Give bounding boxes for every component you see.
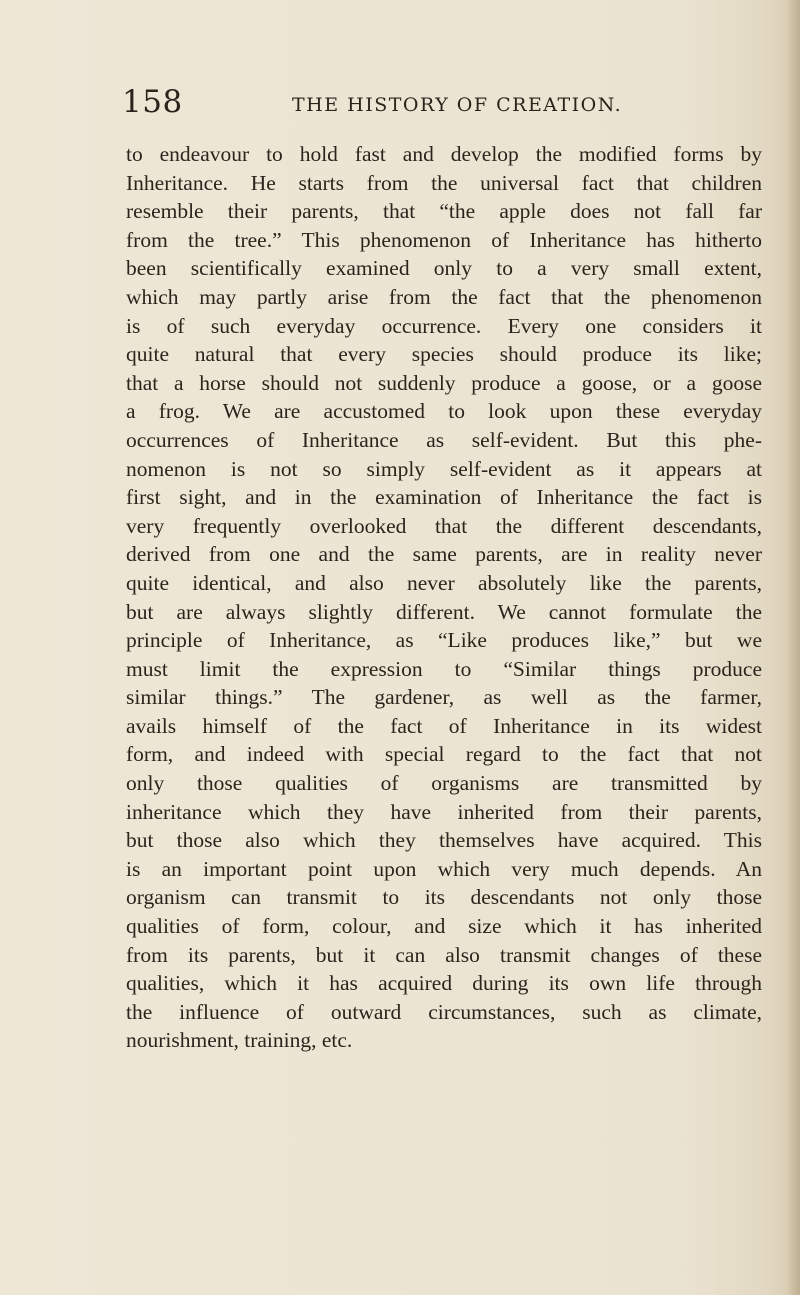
text-line: inheritance which they have inherited from their parents, [126, 799, 762, 824]
text-line: qualities of form, colour, and size which it has inherited [126, 914, 762, 939]
text-line: a frog. We are accustomed to look upon these everyday [126, 399, 762, 424]
running-head-title: THE HISTORY OF CREATION. [292, 94, 623, 116]
text-line-last: nourishment, training, etc. [126, 1028, 353, 1053]
text-line: must limit the expression to “Similar things produce [126, 656, 762, 681]
text-line: from the tree.” This phenomenon of Inheritance has hitherto [126, 227, 762, 252]
text-line: but are always slightly different. We cannot formulate the [126, 599, 762, 624]
text-line: organism can transmit to its descendants not only those [126, 885, 762, 910]
page-edge-shadow [786, 0, 800, 1295]
page-number: 158 [122, 84, 183, 120]
text-line: quite identical, and also never absolutely like the parents, [126, 570, 762, 595]
text-line: Inheritance. He starts from the universal fact that children [126, 170, 762, 195]
text-line: from its parents, but it can also transmit changes of these [126, 942, 762, 967]
text-line: very frequently overlooked that the different descendants, [126, 513, 762, 538]
text-line: is of such everyday occurrence. Every one considers it [126, 313, 762, 338]
text-line: similar things.” The gardener, as well as the farmer, [126, 685, 762, 710]
text-line: that a horse should not suddenly produce a goose, or a goose [126, 370, 762, 395]
body-paragraph [126, 140, 762, 1055]
text-line: the influence of outward circumstances, such as climate, [126, 999, 762, 1024]
text-line: but those also which they themselves have acquired. This [126, 828, 762, 853]
text-line: form, and indeed with special regard to the fact that not [126, 742, 762, 767]
text-line: nomenon is not so simply self-evident as it appears at [126, 456, 762, 481]
text-line: to endeavour to hold fast and develop the modified forms by [126, 142, 762, 166]
text-line: resemble their parents, that “the apple does not fall far [126, 199, 762, 224]
text-line: principle of Inheritance, as “Like produces like,” but we [126, 628, 762, 653]
text-line: first sight, and in the examination of Inheritance the fact is [126, 485, 762, 510]
text-line: derived from one and the same parents, are in reality never [126, 542, 762, 567]
text-line: is an important point upon which very much depends. An [126, 856, 762, 881]
text-line: which may partly arise from the fact that the phenomenon [126, 284, 762, 309]
text-line: qualities, which it has acquired during its own life through [126, 971, 762, 996]
text-line: avails himself of the fact of Inheritance in its widest [126, 713, 762, 738]
text-line: only those qualities of organisms are transmitted by [126, 771, 762, 796]
text-line: quite natural that every species should produce its like; [126, 342, 762, 367]
running-head [122, 84, 722, 124]
text-line: occurrences of Inheritance as self-evident. But this phe- [126, 427, 762, 452]
text-line: been scientifically examined only to a very small extent, [126, 256, 762, 281]
